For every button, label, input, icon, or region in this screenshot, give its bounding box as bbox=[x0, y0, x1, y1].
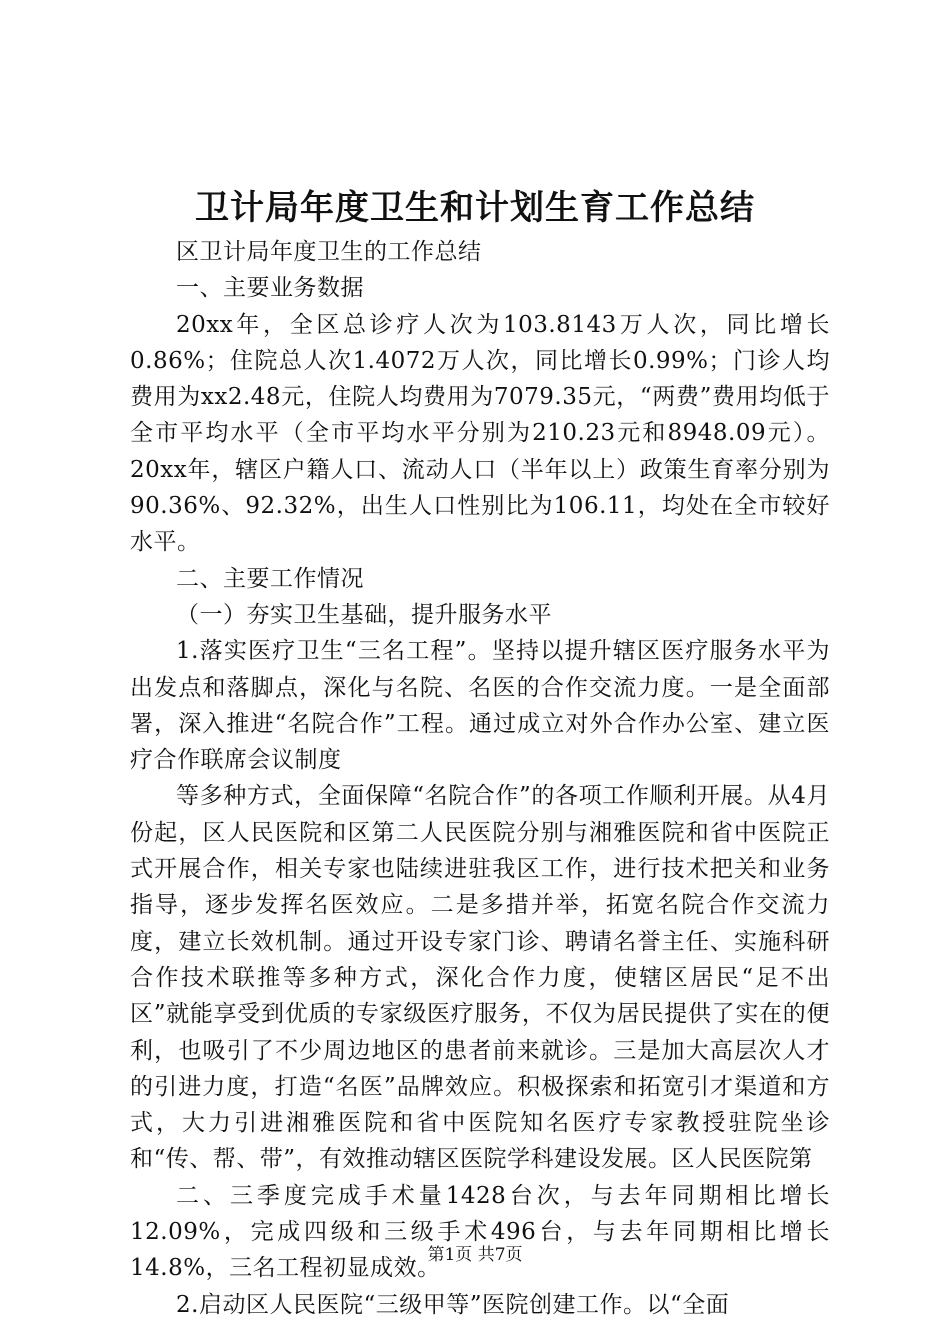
section-heading: 一、主要业务数据 bbox=[176, 275, 364, 302]
subsection-heading: （一）夯实卫生基础，提升服务水平 bbox=[176, 601, 552, 628]
document-title: 卫计局年度卫生和计划生育工作总结 bbox=[195, 188, 755, 228]
section-heading: 二、主要工作情况 bbox=[176, 565, 364, 592]
body-paragraph: 1.落实医疗卫生“三名工程”。坚持以提升辖区医疗服务水平为出发点和落脚点，深化与名院、名医的合作交流力度。一是全面部署，深入推进“名院合作”工程。通过成立对外合作办公室、建立医疗合作联席会议制度 bbox=[130, 638, 830, 774]
page-number-footer: 第1页 共7页 bbox=[427, 1245, 523, 1265]
body-paragraph: 区卫计局年度卫生的工作总结 bbox=[176, 239, 482, 265]
body-paragraph: 等多种方式，全面保障“名院合作”的各项工作顺利开展。从4月份起，区人民医院和区第二人民医院分别与湘雅医院和省中医院正式开展合作，相关专家也陆续进驻我区工作，进行技术把关和业务指导，逐步发挥名医效应。二是多措并举，拓宽名院合作交流力度，建立长效机制。通过开设专家门诊、聘请名誉主任、实施科研合作技术联推等多种方式，深化合作力度，使辖区居民“足不出区”就能享受到优质的专家级医疗服务，不仅为居民提供了实在的便利，也吸引了不少周边地区的患者前来就诊。三是加大高层次人才的引进力度，打造“名医”品牌效应。积极探索和拓宽引才渠道和方式，大力引进湘雅医院和省中医院知名医疗专家教授驻院坐诊和“传、帮、带”，有效推动辖区医院学科建设发展。区人民医院第 bbox=[130, 783, 830, 1173]
body-paragraph: 20xx年，全区总诊疗人次为103.8143万人次，同比增长0.86%；住院总人次1.4072万人次，同比增长0.99%；门诊人均费用为xx2.48元，住院人均费用为7079.35元，“两费”费用均低于全市平均水平（全市平均水平分别为210.23元和8948.09元）。20xx年，辖区户籍人口、流动人口（半年以上）政策生育率分别为90.36%、92.32%，出生人口性别比为106.11，均处在全市较好水平。 bbox=[130, 311, 830, 556]
body-paragraph: 2.启动区人民医院“三级甲等”医院创建工作。以“全面 bbox=[176, 1291, 730, 1318]
document-body bbox=[130, 234, 830, 1323]
body-paragraph: 二、三季度完成手术量1428台次，与去年同期相比增长12.09%，完成四级和三级手术496台，与去年同期相比增长14.8%，三名工程初显成效。 bbox=[130, 1182, 830, 1282]
